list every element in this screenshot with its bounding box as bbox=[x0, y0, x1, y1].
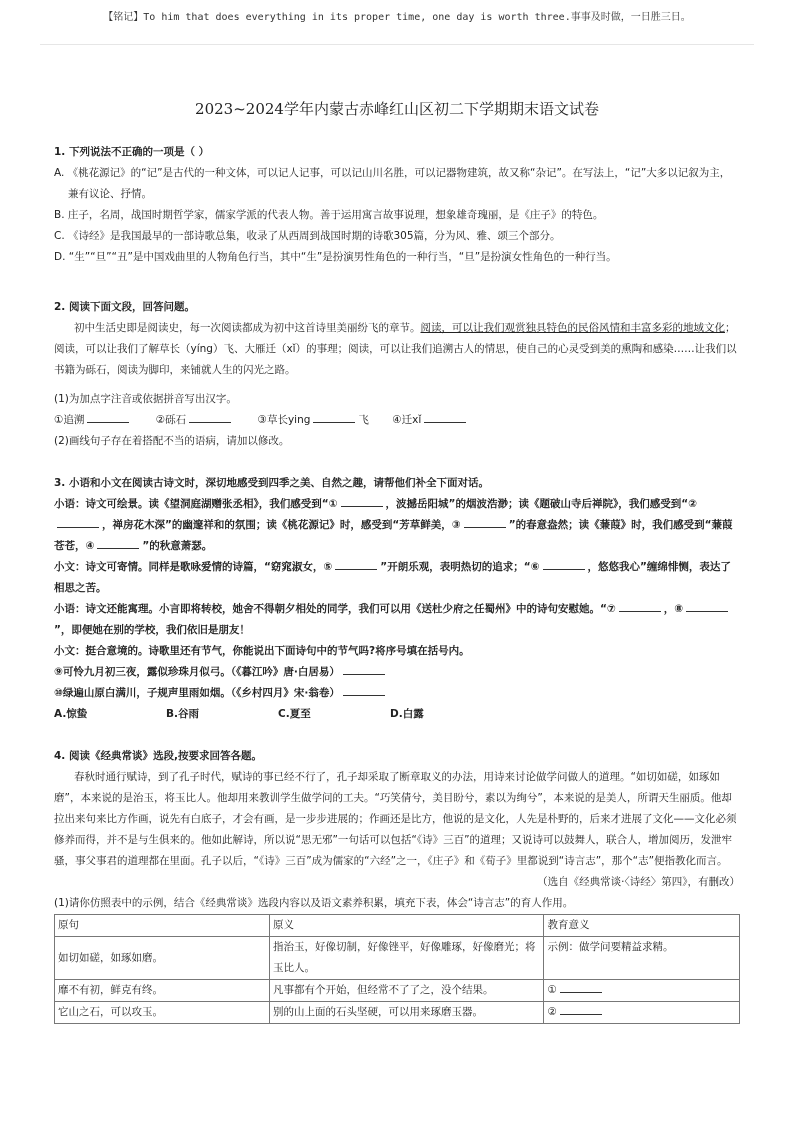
q3-choice-b[interactable]: B.谷雨 bbox=[166, 708, 199, 720]
table-header-cell: 教育意义 bbox=[544, 915, 740, 937]
q2-fill-3-blank[interactable] bbox=[313, 410, 355, 423]
motto-header: 【铭记】To him that does everything in its proper time, one day is worth three.事事及时做，一日胜三日。 bbox=[103, 12, 691, 23]
q2-fill-row bbox=[54, 410, 740, 431]
table-cell: 指治玉，好像切制，好像锉平，好像雕琢，好像磨光；将玉比人。 bbox=[270, 937, 544, 980]
q4-table bbox=[54, 914, 740, 1024]
q3-dialogue-1: 小语：诗文可绘景。读《望洞庭湖赠张丞相》，我们感受到“① ，波撼岳阳城”的烟波浩渺；读《题破山寺后禅院》，我们感受到“②，禅房花木深”的幽邃祥和的氛围；读《桃花源记》时，感受到“芳草鲜美，③ ”的春意盎然；读《蒹葭》时，我们感受到“蒹葭苍苍，④ ”的秋意萧瑟。 bbox=[54, 494, 740, 557]
table-row bbox=[55, 980, 740, 1002]
q3-blank-6[interactable] bbox=[543, 557, 585, 570]
q3-blank-4[interactable] bbox=[97, 536, 139, 549]
q2-title: 2. 阅读下面文段，回答问题。 bbox=[54, 301, 195, 313]
q2-fill-3-suffix: 飞 bbox=[358, 414, 369, 426]
q1-title: 1. 下列说法不正确的一项是（ ） bbox=[54, 146, 210, 158]
q3-choices bbox=[54, 704, 740, 725]
table-row bbox=[55, 1002, 740, 1024]
q2-passage-b: ；阅读，可以让我们了解草长（yíng）飞、大雁迁（xǐ）的事理；阅读，可以让我们追溯古人的情思，使自己的心灵受到美的熏陶和感染……让我们以书籍为砾石，阅读为脚印，来铺就人生的闪光之路。 bbox=[54, 322, 737, 376]
q3-poem-9: ⑨可怜九月初三夜，露似珍珠月似弓。（《暮江吟》唐·白居易） bbox=[54, 662, 740, 683]
q4-title: 4. 阅读《经典常谈》选段,按要求回答各题。 bbox=[54, 750, 262, 762]
q2-passage bbox=[54, 318, 740, 381]
q2-sub1: (1)为加点字注音或依据拼音写出汉字。 bbox=[54, 393, 237, 405]
q2-sub2: (2)画线句子存在着搭配不当的语病，请加以修改。 bbox=[54, 435, 290, 447]
q2-fill-4-label: ④迁xǐ bbox=[392, 414, 422, 426]
q3-poem-10: ⑩绿遍山原白满川，子规声里雨如烟。（《乡村四月》宋·翁卷） bbox=[54, 683, 740, 704]
q1-option-a[interactable]: A. 《桃花源记》的“记”是古代的一种文体，可以记人记事，可以记山川名胜，可以记器物建筑，故又称“杂记”。在写法上，“记”大多以记叙为主，兼有议论、抒情。 bbox=[54, 167, 731, 200]
q1-option-c[interactable]: C. 《诗经》是我国最早的一部诗歌总集，收录了从西周到战国时期的诗歌305篇，分为风、雅、颂三个部分。 bbox=[54, 230, 561, 242]
exam-content bbox=[54, 142, 740, 1024]
q4-sub1: (1)请你仿照表中的示例，结合《经典常谈》选段内容以及语文素养积累，填充下表，体会“诗言志”的育人作用。 bbox=[54, 897, 574, 909]
q3-blank-7[interactable] bbox=[619, 599, 661, 612]
table-header-cell: 原义 bbox=[270, 915, 544, 937]
q3-choice-a[interactable]: A.惊蛰 bbox=[54, 708, 88, 720]
table-cell: 它山之石，可以攻玉。 bbox=[55, 1002, 270, 1024]
q3-choice-c[interactable]: C.夏至 bbox=[278, 708, 311, 720]
table-cell: 示例：做学问要精益求精。 bbox=[544, 937, 740, 980]
q2-fill-3-label: ③草长ying bbox=[257, 414, 311, 426]
table-header-row bbox=[55, 915, 740, 937]
q2-underlined-sentence: 阅读，可以让我们观赏独具特色的民俗风情和丰富多彩的地域文化 bbox=[420, 322, 725, 334]
page-title: 2023~2024学年内蒙古赤峰红山区初二下学期期末语文试卷 bbox=[195, 100, 599, 118]
q4-source: （选自《经典常谈·〈诗经〉第四》，有删改） bbox=[537, 876, 740, 888]
q3-blank-10[interactable] bbox=[343, 683, 385, 696]
q4-blank-2[interactable] bbox=[560, 1002, 602, 1015]
table-cell-answer[interactable]: ② bbox=[544, 1002, 740, 1024]
table-cell: 靡不有初，鲜克有终。 bbox=[55, 980, 270, 1002]
q3-blank-9[interactable] bbox=[343, 662, 385, 675]
q3-dialogue-3: 小语：诗文还能寓理。小言即将转校，她舍不得朝夕相处的同学，我们可以用《送杜少府之任蜀州》中的诗句安慰她。“⑦ ，⑧”，即便她在别的学校，我们依旧是朋友！ bbox=[54, 599, 740, 641]
table-cell: 凡事都有个开始，但经常不了了之，没个结果。 bbox=[270, 980, 544, 1002]
q3-blank-1[interactable] bbox=[341, 494, 383, 507]
q3-title: 3. 小语和小文在阅读古诗文时，深切地感受到四季之美、自然之趣，请帮他们补全下面对话。 bbox=[54, 477, 489, 489]
q1-option-b[interactable]: B. 庄子，名周，战国时期哲学家，儒家学派的代表人物。善于运用寓言故事说理，想象雄奇瑰丽，是《庄子》的特色。 bbox=[54, 209, 604, 221]
table-cell: 别的山上面的石头坚硬，可以用来琢磨玉器。 bbox=[270, 1002, 544, 1024]
table-cell-answer[interactable]: ① bbox=[544, 980, 740, 1002]
table-row bbox=[55, 937, 740, 980]
q4-passage: 春秋时通行赋诗，到了孔子时代，赋诗的事已经不行了，孔子却采取了断章取义的办法，用诗来讨论做学问做人的道理。“如切如磋，如琢如磨”，本来说的是治玉，将玉比人。他却用来教训学生做学问的工夫。“巧笑倩兮，美目盼兮，素以为绚兮”，本来说的是美人，所谓天生丽质。他却拉出来句来比方作画，说先有白底子，才会有画，是一步步进展的；作画还是比方，他说的是文化，人先是朴野的，后来才进展了文化——文化必须修养而得，并不是与生俱来的。他如此解诗，所以说“思无邪”一句话可以包括“《诗》三百”的道理；又说诗可以鼓舞人，联合人，增加阅历，发泄牢骚，事父事君的道理都在里面。孔子以后，“《诗》三百”成为儒家的“六经”之一，《庄子》和《荀子》里都说到“诗言志”，那个“志”便指教化而言。 bbox=[54, 771, 737, 867]
q3-dialogue-4: 小文：挺合意境的。诗歌里还有节气，你能说出下面诗句中的节气吗?将序号填在括号内。 bbox=[54, 645, 470, 657]
q4-blank-1[interactable] bbox=[560, 980, 602, 993]
q3-blank-3[interactable] bbox=[464, 515, 506, 528]
table-header-cell: 原句 bbox=[55, 915, 270, 937]
q2-fill-4-blank[interactable] bbox=[424, 410, 466, 423]
q1-option-d[interactable]: D. “生”“旦”“丑”是中国戏曲里的人物角色行当，其中“生”是扮演男性角色的一种行当，“旦”是扮演女性角色的一种行当。 bbox=[54, 251, 617, 263]
q2-fill-1-blank[interactable] bbox=[87, 410, 129, 423]
q3-blank-5[interactable] bbox=[335, 557, 377, 570]
table-cell: 如切如磋，如琢如磨。 bbox=[55, 937, 270, 980]
q2-fill-2-blank[interactable] bbox=[189, 410, 231, 423]
q2-fill-1-label: ①追溯 bbox=[54, 414, 85, 426]
q2-fill-2-label: ②砾石 bbox=[155, 414, 187, 426]
q3-blank-8[interactable] bbox=[686, 599, 728, 612]
header-divider bbox=[40, 44, 754, 45]
q3-dialogue-2: 小文：诗文可寄情。同样是歌咏爱情的诗篇，“窈窕淑女，⑤ ”开朗乐观，表明热切的追求；“⑥ ，悠悠我心”缠绵悱恻，表达了相思之苦。 bbox=[54, 557, 740, 599]
q3-blank-2[interactable] bbox=[57, 515, 99, 528]
q3-choice-d[interactable]: D.白露 bbox=[390, 708, 424, 720]
q2-passage-a: 初中生活史即是阅读史，每一次阅读都成为初中这首诗里美丽纷飞的章节。 bbox=[74, 322, 421, 334]
